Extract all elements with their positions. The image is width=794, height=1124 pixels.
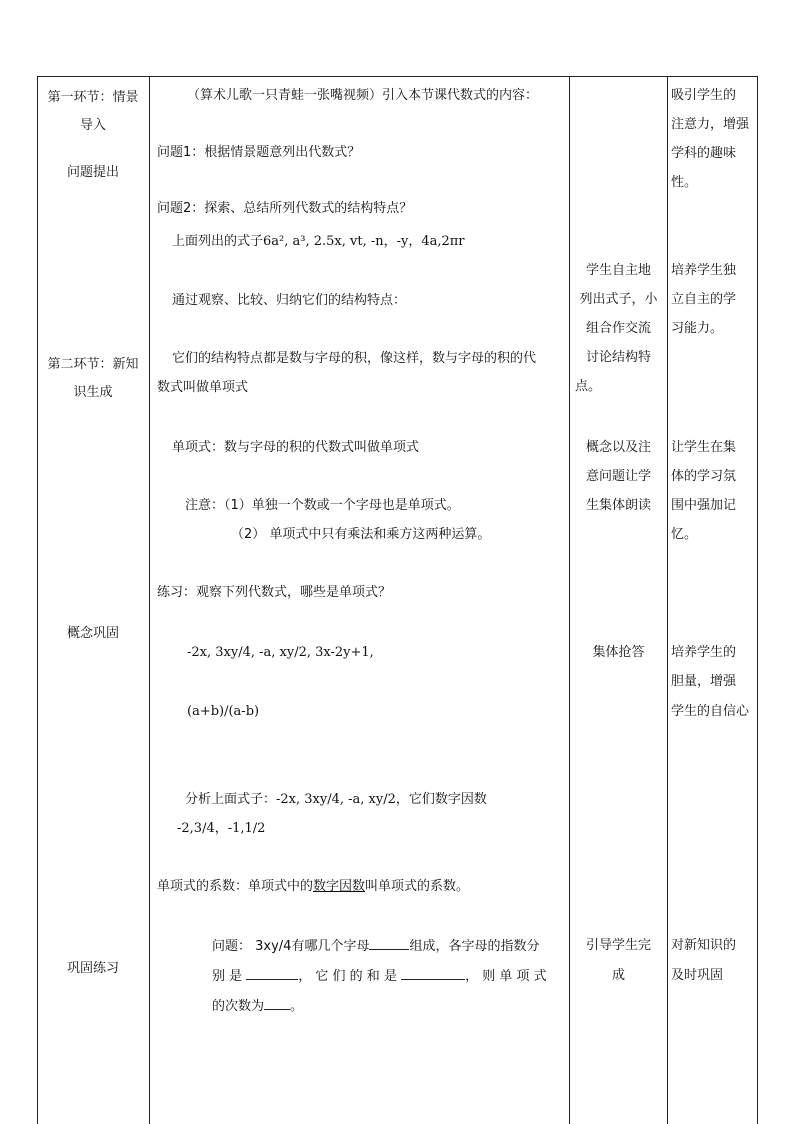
- feature-text-line1: 它们的结构特点都是数与字母的积，像这样，数与字母的积的代: [172, 351, 537, 366]
- intro-text: （算术儿歌一只青蛙一张嘴视频）引入本节课代数式的内容：: [187, 88, 539, 103]
- answer-blank-sum[interactable]: [401, 967, 465, 980]
- analysis-line2: -2,3/4，-1,1/2: [177, 821, 266, 836]
- practice-question-line3: [212, 997, 303, 1016]
- intent-1-line1: 吸引学生的: [671, 88, 737, 103]
- stage-1-title-line2: 导入: [79, 118, 106, 133]
- observe-text: 通过观察、比较、归纳它们的结构特点：: [172, 293, 407, 308]
- intent-2-line1: 培养学生独: [671, 263, 737, 278]
- intent-4-line1: 培养学生的: [671, 645, 737, 660]
- intent-4-line2: 胆量，增强: [671, 674, 737, 689]
- coefficient-prefix: 单项式的系数：单项式中的: [157, 879, 314, 894]
- column-divider-3: [667, 77, 668, 1124]
- intent-5-line1: 对新知识的: [671, 938, 737, 953]
- intent-5-line2: 及时巩固: [671, 968, 724, 983]
- stage-2-title-line2: 识生成: [73, 385, 113, 400]
- practice-question-line1: [212, 937, 539, 956]
- intent-3-line4: 忆。: [671, 527, 698, 542]
- practice-question-part1: 问题： 3xy/4有哪几个字母: [212, 939, 370, 954]
- practice-question-part7: 。: [290, 999, 304, 1014]
- stage-practice-title: 巩固练习: [66, 961, 119, 976]
- feature-text-line2: 数式叫做单项式: [157, 380, 249, 395]
- activity-1-line5: 点。: [575, 379, 602, 394]
- answer-blank-letters[interactable]: [369, 937, 409, 950]
- activity-3: 集体抢答: [592, 645, 645, 660]
- activity-1-line1: 学生自主地: [585, 263, 651, 278]
- exercise-prompt: 练习：观察下列代数式，哪些是单项式？: [157, 585, 392, 600]
- intent-4-line3: 学生的自信心: [671, 704, 750, 719]
- coefficient-definition: [157, 878, 469, 896]
- intent-2-line2: 立自主的学: [671, 292, 737, 307]
- table-border-right: [757, 77, 758, 1124]
- stage-1-title: 第一环节：情景: [47, 90, 139, 105]
- intent-3-line2: 体的学习氛: [671, 469, 737, 484]
- stage-2-title: 第二环节：新知: [47, 357, 139, 372]
- intent-1-line3: 学科的趣味: [671, 146, 737, 161]
- stage-problem-title: 问题提出: [66, 165, 119, 180]
- intent-1-line2: 注意力，增强: [671, 117, 750, 132]
- activity-2-line3: 生集体朗读: [585, 498, 651, 513]
- practice-question-line2: [212, 967, 547, 986]
- intent-1-line4: 性。: [671, 175, 698, 190]
- intent-3-line1: 让学生在集: [671, 440, 737, 455]
- activity-2-line2: 意问题让学: [585, 469, 651, 484]
- activity-1-line3: 组合作交流: [585, 321, 651, 336]
- activity-4-line1: 引导学生完: [585, 938, 651, 953]
- activity-1-line4: 讨论结构特: [585, 350, 651, 365]
- coefficient-term: 数字因数: [313, 879, 366, 894]
- column-divider-1: [149, 77, 150, 1124]
- activity-2-line1: 概念以及注: [585, 440, 651, 455]
- analysis-line1: 分析上面式子：-2x, 3xy/4, -a, xy/2，它们数字因数: [185, 792, 487, 807]
- activity-1-line2: 列出式子，小: [579, 292, 658, 307]
- practice-question-part5: ， 则 单 项 式: [465, 969, 547, 984]
- practice-question-part6: 的次数为: [212, 999, 265, 1014]
- activity-4-line2: 成: [611, 968, 625, 983]
- answer-blank-degree[interactable]: [264, 997, 290, 1010]
- practice-question-part3: 别 是: [212, 969, 243, 984]
- expressions-list: 上面列出的式子6a², a³, 2.5x, vt, -n，-y，4a,2πr: [172, 234, 465, 249]
- practice-question-part2: 组成，各字母的指数分: [409, 939, 540, 954]
- intent-2-line3: 习能力。: [671, 321, 724, 336]
- coefficient-suffix: 叫单项式的系数。: [365, 879, 470, 894]
- exercise-list-line2: (a+b)/(a-b): [187, 704, 260, 719]
- intent-3-line3: 围中强加记: [671, 498, 737, 513]
- practice-question-part4: ， 它 们 的 和 是: [298, 969, 397, 984]
- table-border-left: [37, 77, 38, 1124]
- note-2: （2） 单项式中只有乘法和乘方这两种运算。: [231, 527, 491, 542]
- stage-concept-title: 概念巩固: [66, 626, 119, 641]
- question-2: 问题2：探索、总结所列代数式的结构特点？: [157, 201, 413, 216]
- monomial-definition: 单项式：数与字母的积的代数式叫做单项式: [172, 440, 420, 455]
- answer-blank-exponents[interactable]: [246, 967, 298, 980]
- lesson-plan-table: [37, 76, 758, 1124]
- note-1: 注意：（1）单独一个数或一个字母也是单项式。: [185, 498, 460, 513]
- exercise-list-line1: -2x, 3xy/4, -a, xy/2, 3x-2y+1,: [187, 645, 374, 660]
- question-1: 问题1：根据情景题意列出代数式？: [157, 145, 361, 160]
